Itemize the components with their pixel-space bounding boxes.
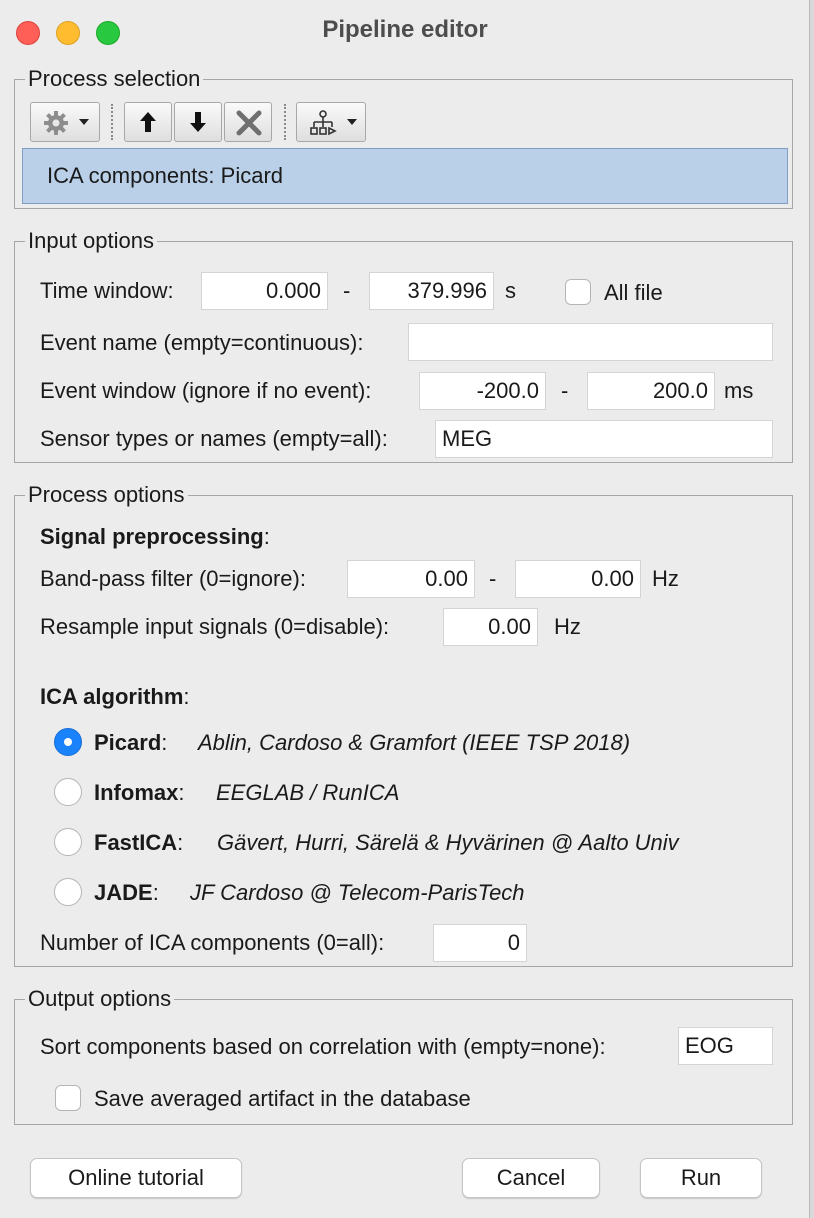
run-button[interactable]: Run (640, 1158, 762, 1198)
picard-radio[interactable] (54, 728, 82, 756)
process-selection-legend: Process selection (28, 66, 201, 91)
chevron-down-icon (347, 119, 357, 125)
sensor-types-label: Sensor types or names (empty=all): (40, 426, 388, 451)
picard-name: Picard (94, 730, 162, 755)
save-artifact-checkbox[interactable] (55, 1085, 81, 1111)
jade-option-label[interactable] (94, 880, 159, 906)
bandpass-low-field[interactable]: 0.00 (347, 560, 475, 598)
picard-description: Ablin, Cardoso & Gramfort (IEEE TSP 2018) (198, 730, 631, 755)
num-components-field[interactable]: 0 (433, 924, 527, 962)
event-name-field[interactable] (408, 323, 773, 361)
online-tutorial-button[interactable]: Online tutorial (30, 1158, 242, 1198)
num-components-label: Number of ICA components (0=all): (40, 930, 385, 955)
jade-separator: : (152, 880, 159, 905)
ica-algorithm-colon: : (183, 684, 190, 709)
fastica-radio[interactable] (54, 828, 82, 856)
infomax-separator: : (178, 780, 185, 805)
signal-preprocessing-colon: : (263, 524, 270, 549)
jade-description: JF Cardoso @ Telecom-ParisTech (190, 880, 525, 905)
event-window-end-field[interactable]: 200.0 (587, 372, 715, 410)
ica-algorithm-heading (40, 684, 190, 710)
process-options-legend: Process options (28, 482, 185, 507)
all-file-checkbox[interactable] (565, 279, 591, 305)
event-window-unit: ms (724, 378, 754, 403)
time-window-unit: s (505, 278, 516, 303)
window-title: Pipeline editor (322, 16, 488, 43)
input-options-legend: Input options (28, 228, 154, 253)
time-window-start-field[interactable]: 0.000 (201, 272, 328, 310)
fastica-name: FastICA (94, 830, 178, 855)
process-list[interactable] (22, 148, 788, 204)
bandpass-unit: Hz (652, 566, 679, 591)
resample-field[interactable]: 0.00 (443, 608, 538, 646)
pipeline-menu-button[interactable] (296, 102, 366, 142)
time-window-end-field[interactable]: 379.996 (369, 272, 494, 310)
pipeline-tree-icon (309, 109, 337, 137)
fastica-description: Gävert, Hurri, Särelä & Hyvärinen @ Aalto Univ (217, 830, 679, 855)
bandpass-dash: - (489, 566, 497, 591)
bandpass-high-field[interactable]: 0.00 (515, 560, 641, 598)
title-bar (0, 0, 810, 62)
ica-algorithm-title: ICA algorithm (40, 684, 184, 709)
time-window-label: Time window: (40, 278, 174, 303)
sort-components-label: Sort components based on correlation with (empty=none): (40, 1034, 606, 1059)
arrow-up-icon (139, 112, 157, 132)
event-name-label: Event name (empty=continuous): (40, 330, 364, 355)
signal-preprocessing-title: Signal preprocessing (40, 524, 264, 549)
delete-process-button[interactable] (224, 102, 272, 142)
infomax-name: Infomax (94, 780, 179, 805)
gear-icon (43, 110, 69, 136)
jade-radio[interactable] (54, 878, 82, 906)
event-window-start-field[interactable]: -200.0 (419, 372, 546, 410)
infomax-option-label[interactable] (94, 780, 184, 806)
fastica-option-label[interactable] (94, 830, 183, 856)
infomax-description: EEGLAB / RunICA (216, 780, 400, 805)
fastica-separator: : (177, 830, 184, 855)
picard-separator: : (161, 730, 168, 755)
process-list-item[interactable]: ICA components: Picard (47, 163, 284, 188)
resample-unit: Hz (554, 614, 581, 639)
signal-preprocessing-heading (40, 524, 270, 550)
sensor-types-field[interactable]: MEG (435, 420, 773, 458)
move-down-button[interactable] (174, 102, 222, 142)
chevron-down-icon (79, 119, 89, 125)
move-up-button[interactable] (124, 102, 172, 142)
all-file-label: All file (604, 280, 663, 305)
cancel-button[interactable]: Cancel (462, 1158, 600, 1198)
output-options-legend: Output options (28, 986, 172, 1011)
bandpass-label: Band-pass filter (0=ignore): (40, 566, 306, 591)
arrow-down-icon (189, 112, 207, 132)
event-window-dash: - (561, 378, 569, 403)
delete-icon (236, 110, 262, 136)
sort-components-field[interactable]: EOG (678, 1027, 773, 1065)
gear-menu-button[interactable] (30, 102, 100, 142)
event-window-label: Event window (ignore if no event): (40, 378, 372, 403)
picard-option-label[interactable] (94, 730, 167, 756)
resample-label: Resample input signals (0=disable): (40, 614, 390, 639)
jade-name: JADE (94, 880, 153, 905)
toolbar-separator (111, 104, 113, 140)
toolbar-separator (284, 104, 286, 140)
time-window-dash: - (343, 278, 351, 303)
infomax-radio[interactable] (54, 778, 82, 806)
save-artifact-label: Save averaged artifact in the database (94, 1086, 471, 1111)
